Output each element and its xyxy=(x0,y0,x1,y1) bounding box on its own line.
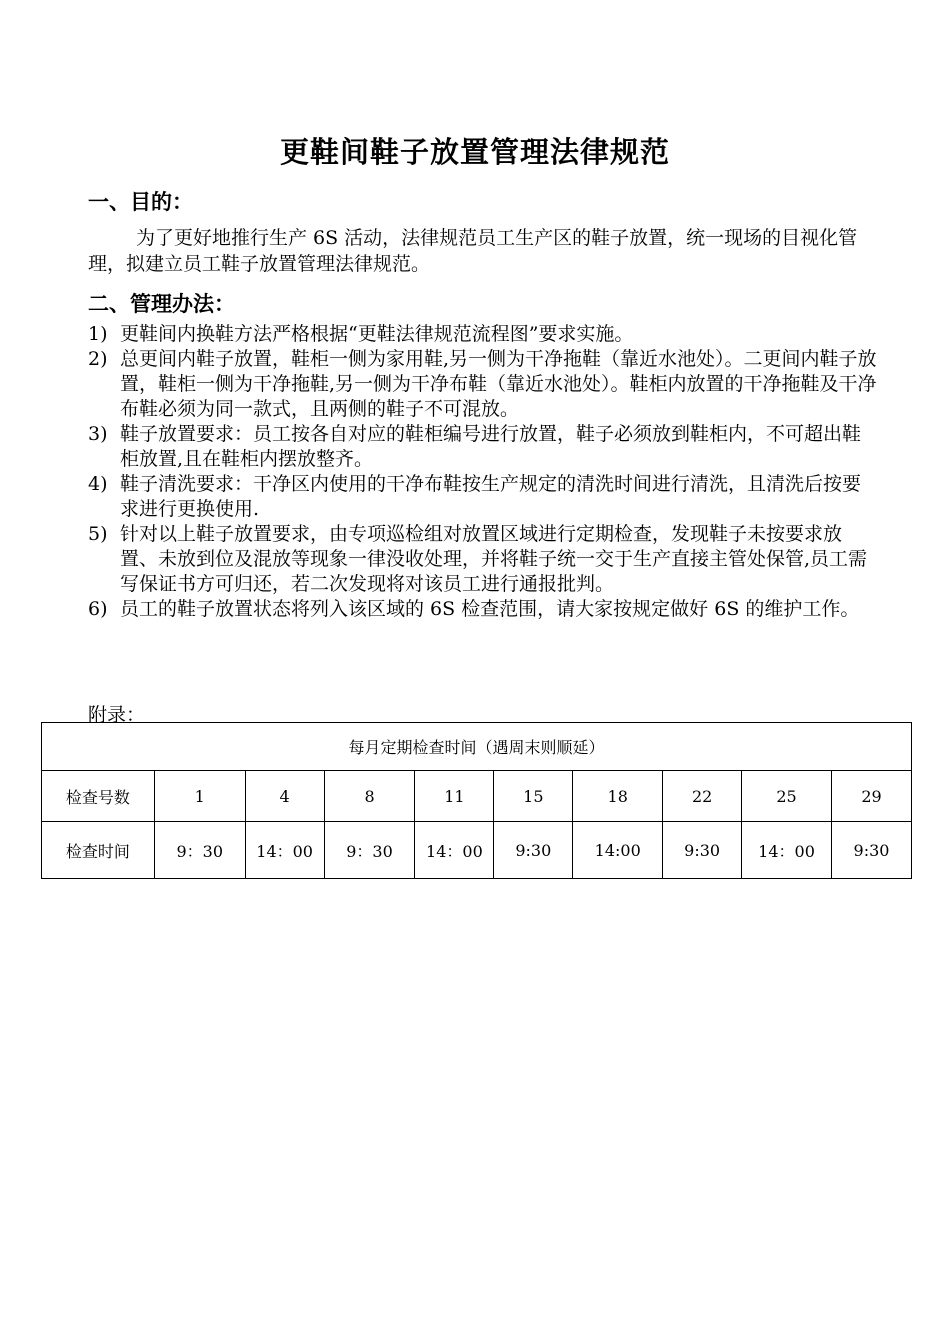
table-cell: 14：00 xyxy=(415,822,494,879)
table-cell: 9：30 xyxy=(324,822,415,879)
list-item-number: 3) xyxy=(88,423,108,445)
list-item-text: 更鞋间内换鞋方法严格根据“更鞋法律规范流程图”要求实施。 xyxy=(120,323,634,345)
list-item-text: 针对以上鞋子放置要求，由专项巡检组对放置区域进行定期检查，发现鞋子未按要求放置、未放到位及混放等现象一律没收处理，并将鞋子统一交于生产直接主管处保管,员工需写保证书方可归还，若二次发现将对该员工进行通报批判。 xyxy=(120,523,868,595)
list-item xyxy=(88,597,878,622)
section-heading-method: 二、管理办法： xyxy=(88,291,235,316)
table-row xyxy=(42,822,912,879)
list-item xyxy=(88,472,878,522)
table-cell: 11 xyxy=(415,771,494,822)
purpose-text: 为了更好地推行生产 6S 活动，法律规范员工生产区的鞋子放置，统一现场的目视化管理，拟建立员工鞋子放置管理法律规范。 xyxy=(88,227,858,275)
table-cell: 14：00 xyxy=(742,822,832,879)
section-heading-purpose: 一、目的： xyxy=(88,189,193,214)
table-cell: 29 xyxy=(831,771,911,822)
table-row xyxy=(42,771,912,822)
purpose-paragraph xyxy=(88,225,868,277)
list-item-number: 6) xyxy=(88,598,108,620)
table-cell: 1 xyxy=(154,771,245,822)
row-label-day: 检查号数 xyxy=(42,771,155,822)
list-item-number: 4) xyxy=(88,473,108,495)
table-cell: 4 xyxy=(245,771,324,822)
list-item-number: 1) xyxy=(88,323,108,345)
list-item-text: 总更间内鞋子放置，鞋柜一侧为家用鞋,另一侧为干净拖鞋（靠近水池处）。二更间内鞋子放置，鞋柜一侧为干净拖鞋,另一侧为干净布鞋（靠近水池处）。鞋柜内放置的干净拖鞋及干净布鞋必须为同一款式，且两侧的鞋子不可混放。 xyxy=(120,348,877,420)
list-item-number: 2) xyxy=(88,348,108,370)
table-cell: 14：00 xyxy=(245,822,324,879)
list-item-text: 员工的鞋子放置状态将列入该区域的 6S 检查范围，请大家按规定做好 6S 的维护工作。 xyxy=(120,598,860,620)
list-item-text: 鞋子清洗要求：干净区内使用的干净布鞋按生产规定的清洗时间进行清洗，且清洗后按要求进行更换使用. xyxy=(120,473,862,520)
table-caption: 每月定期检查时间（遇周末则顺延） xyxy=(42,723,912,771)
appendix-label: 附录： xyxy=(88,704,146,726)
table-cell: 15 xyxy=(494,771,573,822)
list-item xyxy=(88,422,878,472)
table-cell: 9:30 xyxy=(663,822,742,879)
list-item-number: 5) xyxy=(88,523,108,545)
row-label-time: 检查时间 xyxy=(42,822,155,879)
table-cell: 22 xyxy=(663,771,742,822)
table-caption-row xyxy=(42,723,912,771)
method-list xyxy=(88,322,878,622)
table-cell: 25 xyxy=(742,771,832,822)
inspection-schedule-table xyxy=(41,722,912,879)
document-title: 更鞋间鞋子放置管理法律规范 xyxy=(279,135,670,169)
list-item xyxy=(88,347,878,422)
list-item xyxy=(88,322,878,347)
table-cell: 18 xyxy=(573,771,663,822)
table-cell: 9：30 xyxy=(154,822,245,879)
table-cell: 8 xyxy=(324,771,415,822)
list-item-text: 鞋子放置要求：员工按各自对应的鞋柜编号进行放置，鞋子必须放到鞋柜内，不可超出鞋柜放置,且在鞋柜内摆放整齐。 xyxy=(120,423,862,470)
list-item xyxy=(88,522,878,597)
table-cell: 9:30 xyxy=(831,822,911,879)
table-cell: 14:00 xyxy=(573,822,663,879)
table-cell: 9:30 xyxy=(494,822,573,879)
